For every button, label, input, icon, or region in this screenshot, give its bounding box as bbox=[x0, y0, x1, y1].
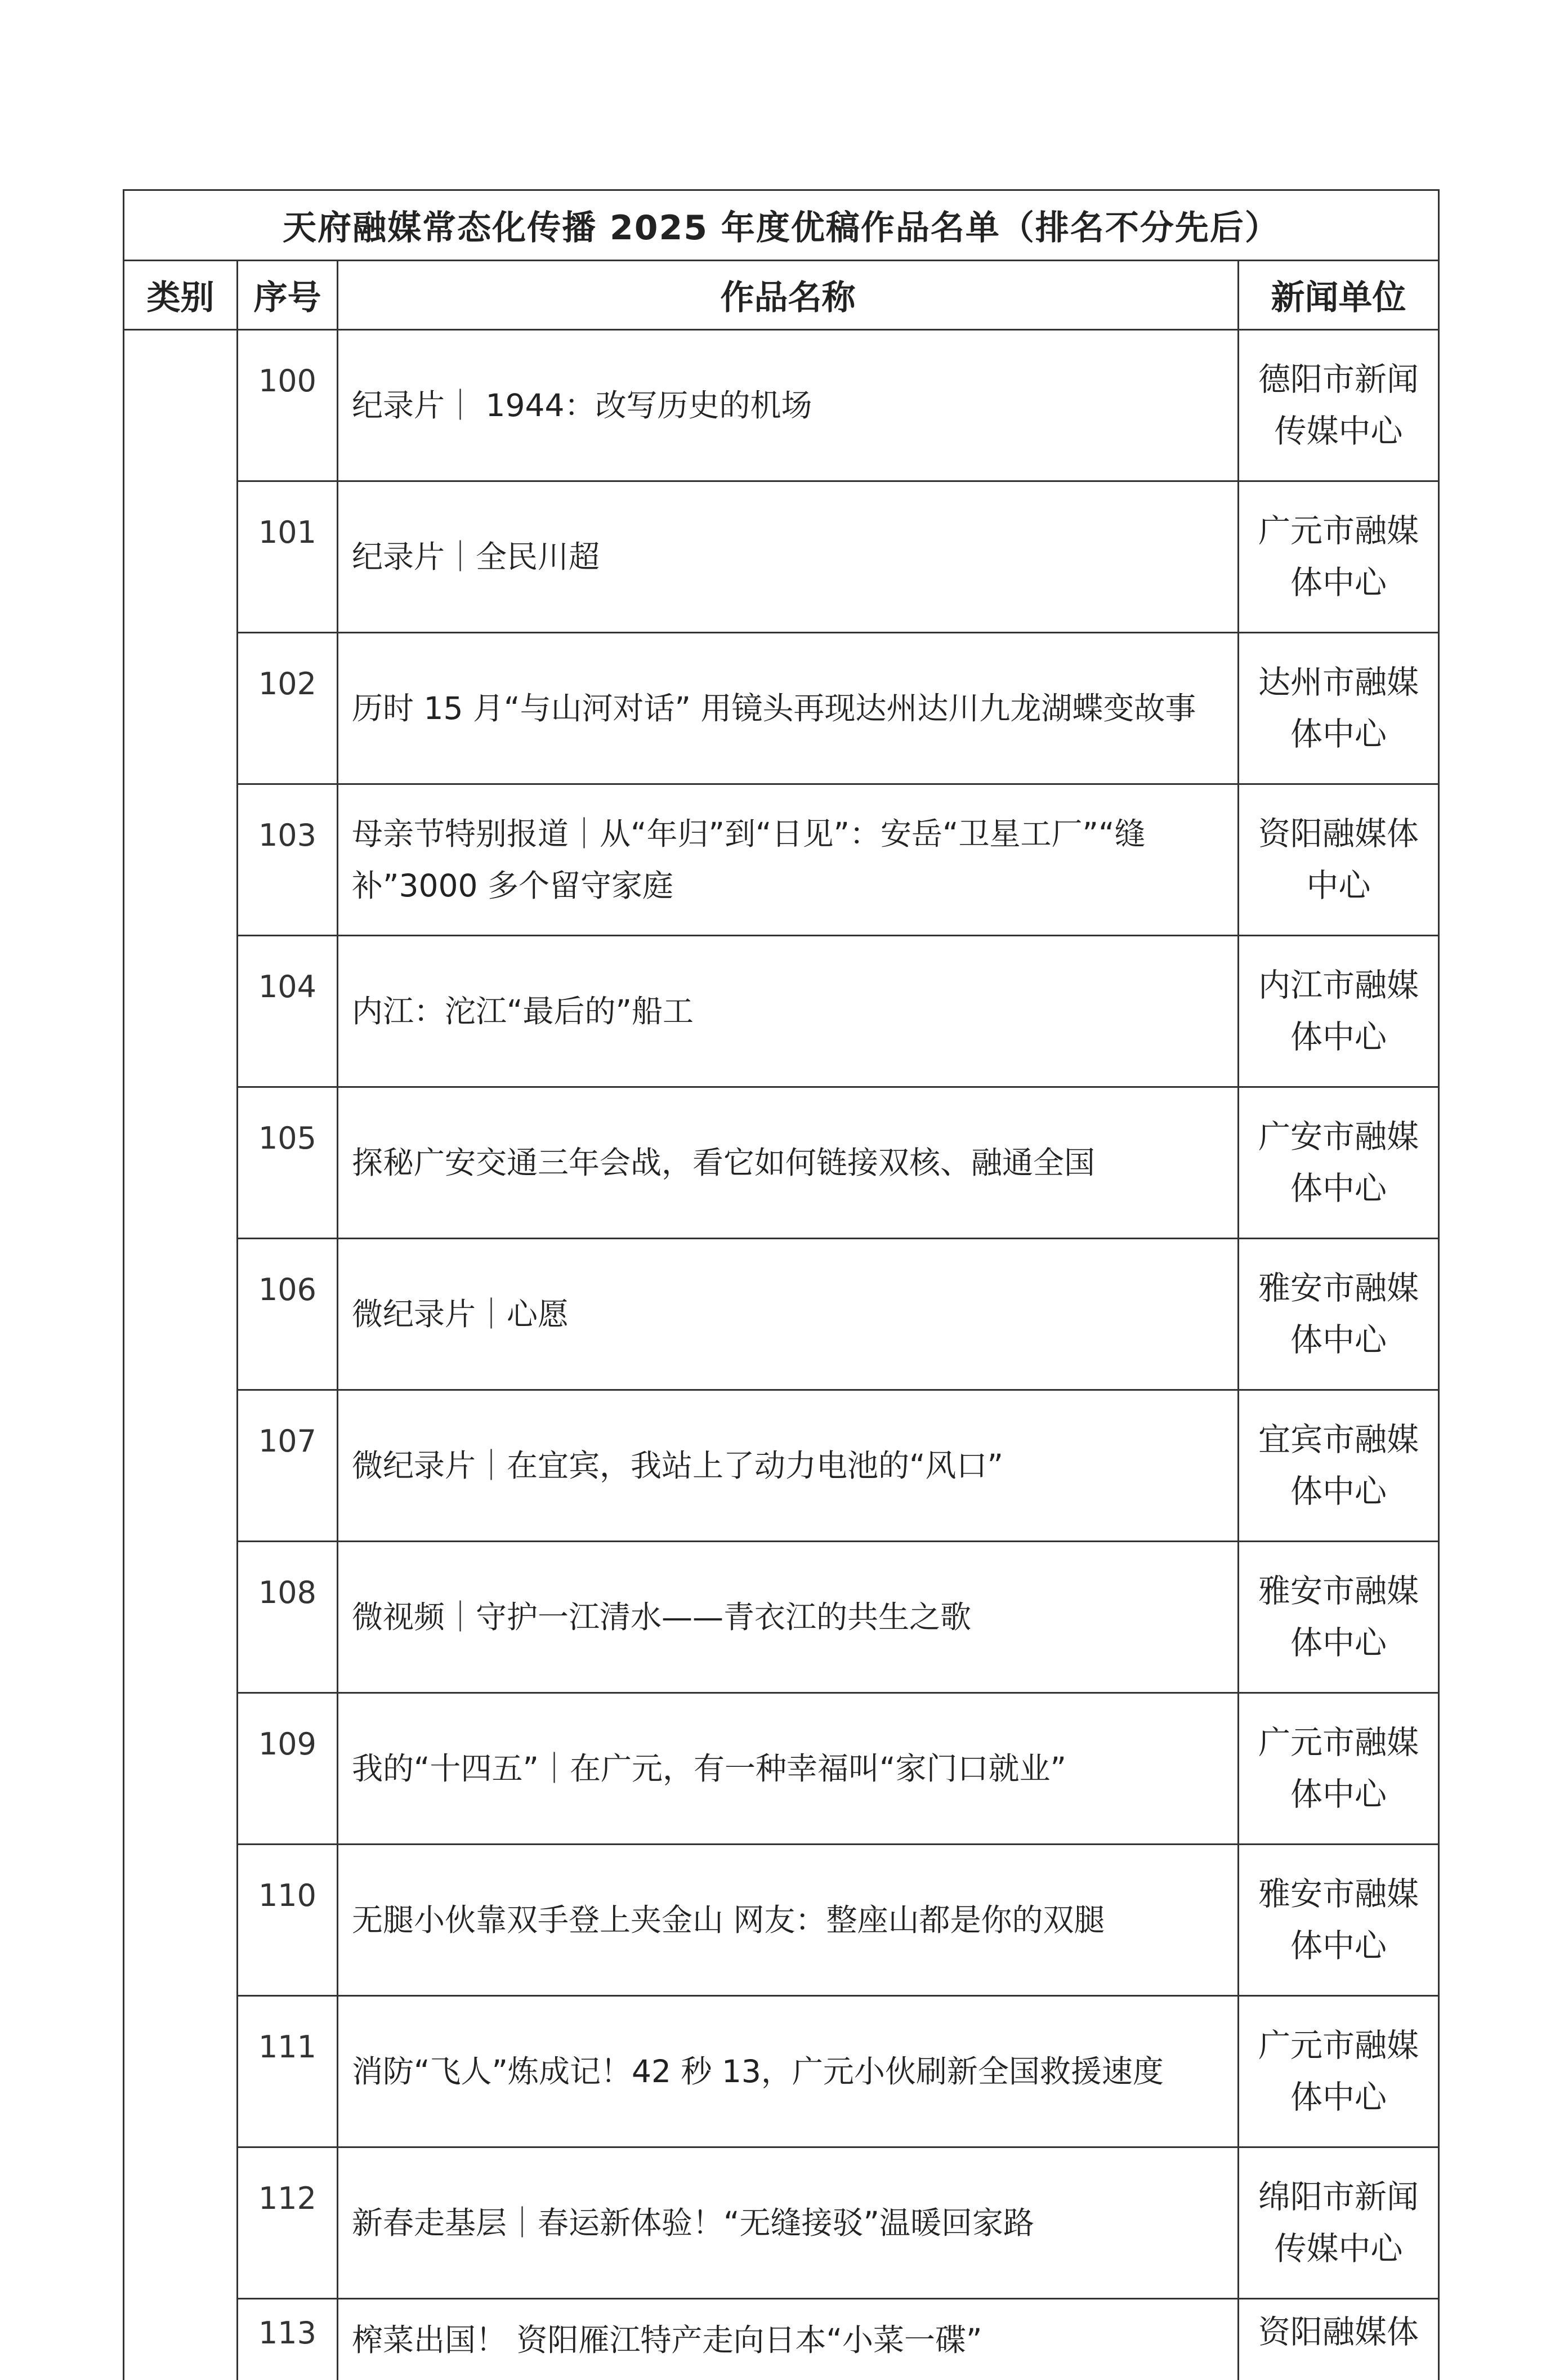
organization: 资阳融媒体中心 bbox=[1239, 784, 1439, 936]
table-row bbox=[124, 784, 1439, 936]
organization: 雅安市融媒体中心 bbox=[1239, 1845, 1439, 1996]
work-title: 内江：沱江“最后的”船工 bbox=[338, 936, 1239, 1087]
work-title: 探秘广安交通三年会战，看它如何链接双核、融通全国 bbox=[338, 1087, 1239, 1239]
work-title: 母亲节特别报道｜从“年归”到“日见”：安岳“卫星工厂”“缝补”3000 多个留守家庭 bbox=[338, 784, 1239, 936]
table-row bbox=[124, 1239, 1439, 1390]
work-title: 纪录片｜全民川超 bbox=[338, 481, 1239, 633]
header-organization: 新闻单位 bbox=[1239, 261, 1439, 330]
awards-table bbox=[123, 189, 1440, 2380]
row-number: 109 bbox=[238, 1693, 338, 1845]
header-number: 序号 bbox=[238, 261, 338, 330]
organization: 宜宾市融媒体中心 bbox=[1239, 1390, 1439, 1542]
organization: 广安市融媒体中心 bbox=[1239, 1087, 1439, 1239]
table-row bbox=[124, 936, 1439, 1087]
row-number: 100 bbox=[238, 330, 338, 481]
organization: 雅安市融媒体中心 bbox=[1239, 1239, 1439, 1390]
organization: 广元市融媒体中心 bbox=[1239, 1996, 1439, 2147]
table-row bbox=[124, 2147, 1439, 2299]
category-cell bbox=[124, 330, 238, 2380]
work-title: 微视频｜守护一江清水——青衣江的共生之歌 bbox=[338, 1542, 1239, 1693]
table-row bbox=[124, 1542, 1439, 1693]
work-title: 无腿小伙靠双手登上夹金山 网友：整座山都是你的双腿 bbox=[338, 1845, 1239, 1996]
organization: 达州市融媒体中心 bbox=[1239, 633, 1439, 784]
work-title: 微纪录片｜心愿 bbox=[338, 1239, 1239, 1390]
row-number: 113 bbox=[238, 2299, 338, 2380]
organization: 内江市融媒体中心 bbox=[1239, 936, 1439, 1087]
work-title: 消防“飞人”炼成记！42 秒 13，广元小伙刷新全国救援速度 bbox=[338, 1996, 1239, 2147]
row-number: 102 bbox=[238, 633, 338, 784]
work-title: 榨菜出国！ 资阳雁江特产走向日本“小菜一碟” bbox=[338, 2299, 1239, 2380]
table-row bbox=[124, 1996, 1439, 2147]
table-title: 天府融媒常态化传播 2025 年度优稿作品名单（排名不分先后） bbox=[124, 190, 1439, 261]
work-title: 历时 15 月“与山河对话” 用镜头再现达州达川九龙湖蝶变故事 bbox=[338, 633, 1239, 784]
row-number: 112 bbox=[238, 2147, 338, 2299]
work-title: 我的“十四五”｜在广元，有一种幸福叫“家门口就业” bbox=[338, 1693, 1239, 1845]
row-number: 107 bbox=[238, 1390, 338, 1542]
organization: 资阳融媒体 bbox=[1239, 2299, 1439, 2380]
row-number: 106 bbox=[238, 1239, 338, 1390]
organization: 绵阳市新闻传媒中心 bbox=[1239, 2147, 1439, 2299]
row-number: 110 bbox=[238, 1845, 338, 1996]
row-number: 101 bbox=[238, 481, 338, 633]
work-title: 新春走基层｜春运新体验！“无缝接驳”温暖回家路 bbox=[338, 2147, 1239, 2299]
table-row bbox=[124, 1845, 1439, 1996]
organization: 广元市融媒体中心 bbox=[1239, 1693, 1439, 1845]
table-row bbox=[124, 2299, 1439, 2380]
row-number: 105 bbox=[238, 1087, 338, 1239]
table-row bbox=[124, 330, 1439, 481]
row-number: 108 bbox=[238, 1542, 338, 1693]
organization: 德阳市新闻传媒中心 bbox=[1239, 330, 1439, 481]
table-row bbox=[124, 1390, 1439, 1542]
table-row bbox=[124, 633, 1439, 784]
work-title: 纪录片｜ 1944：改写历史的机场 bbox=[338, 330, 1239, 481]
work-title: 微纪录片｜在宜宾，我站上了动力电池的“风口” bbox=[338, 1390, 1239, 1542]
table-row bbox=[124, 1087, 1439, 1239]
header-work-title: 作品名称 bbox=[338, 261, 1239, 330]
table-row bbox=[124, 481, 1439, 633]
row-number: 104 bbox=[238, 936, 338, 1087]
table-row bbox=[124, 1693, 1439, 1845]
organization: 广元市融媒体中心 bbox=[1239, 481, 1439, 633]
row-number: 103 bbox=[238, 784, 338, 936]
header-category: 类别 bbox=[124, 261, 238, 330]
row-number: 111 bbox=[238, 1996, 338, 2147]
organization: 雅安市融媒体中心 bbox=[1239, 1542, 1439, 1693]
